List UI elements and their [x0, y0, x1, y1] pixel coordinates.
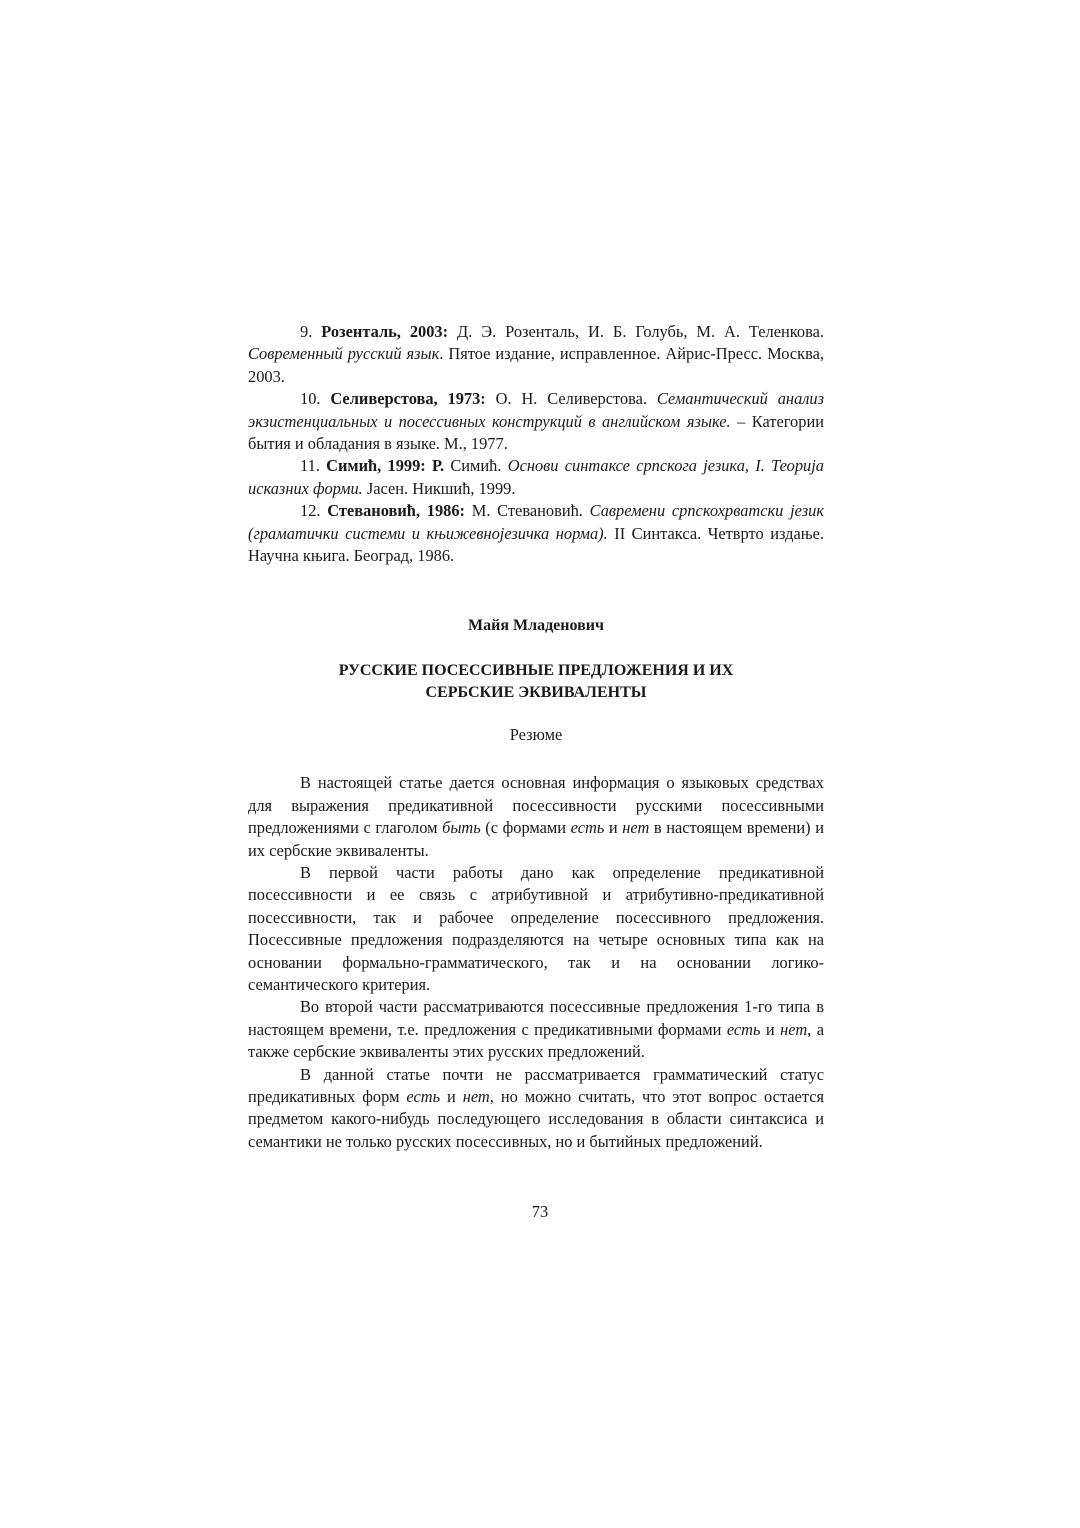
- article-author: Майя Младенович: [468, 617, 604, 635]
- article-title: [248, 660, 824, 704]
- text-run: , а также сербские эквиваленты этих русских предложений.: [248, 1019, 824, 1062]
- reference-item: [248, 500, 824, 567]
- text-run: и: [760, 1019, 781, 1039]
- reference-key: Селиверстова, 1973:: [330, 389, 486, 409]
- reference-authors: Симић.: [444, 456, 508, 476]
- reference-key: Стевановић, 1986:: [327, 501, 465, 521]
- resume-paragraph: В первой части работы дано как определение предикативной посессивности и ее связь с атрибутивной и атрибутивно-предикативной посессивности, так и рабочее определение посессивного предложения. Посессивные предложения подразделяются на четыре основных типа как на основании формально-грамматического, так и на основании логико-семантического критерия.: [248, 862, 824, 994]
- resume-paragraph: [248, 996, 824, 1063]
- italic-term: нет: [780, 1019, 808, 1039]
- italic-term: есть: [726, 1019, 761, 1039]
- italic-term: нет: [622, 818, 650, 838]
- reference-key: Розенталь, 2003:: [321, 322, 449, 341]
- reference-item: [248, 321, 824, 388]
- resume-paragraph: [248, 772, 824, 862]
- text-run: В настоящей статье дается основная информация о языковых средствах для выражения предикативной посессивности русскими посессивными предложениями с глаголом: [248, 773, 824, 838]
- resume-body: [248, 772, 824, 1153]
- reference-key: Симић, 1999: Р.: [326, 456, 445, 476]
- reference-details: II Синтакса. Четврто издање. Научна књига. Београд, 1986.: [248, 523, 824, 566]
- page-number: 73: [531, 1202, 549, 1221]
- reference-title: Основи синтаксе српскога језика, I. Теорија исказних форми.: [248, 456, 824, 498]
- reference-details: – Категории бытия и обладания в языке. М., 1977.: [248, 411, 824, 454]
- italic-term: нет: [462, 1086, 490, 1106]
- reference-number: 12.: [300, 501, 321, 521]
- text-run: В данной статье почти не рассматривается грамматический статус предикативных форм: [248, 1064, 824, 1106]
- reference-authors: О. Н. Селиверстова.: [485, 389, 657, 409]
- references-list: [248, 321, 824, 567]
- reference-item: [248, 455, 824, 500]
- page-body: [248, 321, 824, 1153]
- italic-term: есть: [570, 818, 605, 838]
- text-run: и: [440, 1086, 463, 1106]
- reference-item: [248, 388, 824, 455]
- italic-term: быть: [442, 818, 481, 838]
- reference-details: Јасен. Никшић, 1999.: [362, 478, 516, 498]
- resume-paragraph: [248, 1064, 824, 1154]
- reference-number: 9.: [300, 322, 313, 341]
- article-title-line: СЕРБСКИЕ ЭКВИВАЛЕНТЫ: [425, 683, 647, 701]
- resume-heading: Резюме: [509, 724, 563, 744]
- reference-authors: М. Стевановић.: [465, 501, 590, 521]
- article-title-line: РУССКИЕ ПОСЕССИВНЫЕ ПРЕДЛОЖЕНИЯ И ИХ: [338, 661, 734, 679]
- reference-details: . Пятое издание, исправленное. Айрис-Пресс. Москва, 2003.: [248, 344, 824, 386]
- reference-title: Современный русский язык: [248, 344, 440, 364]
- text-run: (с формами: [480, 818, 571, 838]
- text-run: , но можно считать, что этот вопрос остается предметом какого-нибудь последующего исследования в области синтаксиса и семантики не только русских посессивных, но и бытийных предложений.: [248, 1086, 825, 1151]
- text-run: Во второй части рассматриваются посессивные предложения 1-го типа в настоящем времени, т.е. предложения с предикативными формами: [248, 997, 824, 1039]
- reference-number: 10.: [300, 389, 321, 409]
- reference-authors: Д. Э. Розенталь, И. Б. Голубь, М. А. Теленкова.: [448, 322, 824, 341]
- text-run: и: [604, 818, 623, 838]
- reference-title: Семантический анализ экзистенциальных и посессивных конструкций в английском языке.: [248, 389, 824, 431]
- text-run: в настоящем времени) и их сербские эквиваленты.: [248, 818, 825, 860]
- italic-term: есть: [406, 1086, 441, 1106]
- reference-title: Савремени српскохрватски језик (граматички системи и књижевнојезичка норма).: [248, 501, 825, 543]
- reference-number: 11.: [300, 456, 320, 476]
